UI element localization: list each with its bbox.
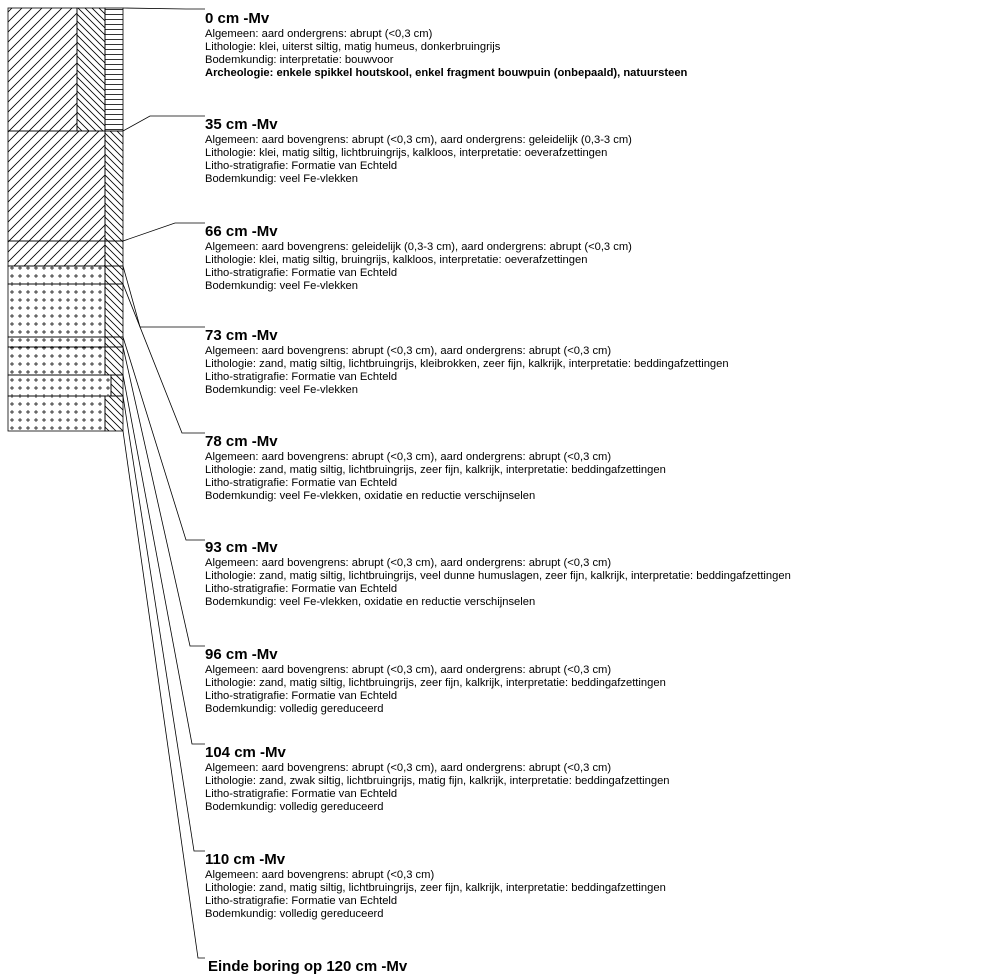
depth-connector-line (123, 223, 205, 241)
silt-pattern-block (105, 241, 123, 266)
layer-entry (205, 10, 995, 80)
layer-description-line: Litho-stratigrafie: Formatie van Echteld (205, 477, 398, 489)
layer-description-line: Lithologie: klei, matig siltig, lichtbruingrijs, kalkloos, interpretatie: oeverafzettingen (205, 147, 608, 159)
layer-description-line: Algemeen: aard bovengrens: abrupt (<0,3 cm), aard ondergrens: abrupt (<0,3 cm) (205, 557, 612, 569)
silt-pattern-block (105, 396, 123, 431)
layer-entry (205, 223, 995, 293)
layer-entry (205, 539, 995, 609)
depth-connector-line (123, 375, 205, 744)
layer-description-line: Bodemkundig: volledig gereduceerd (205, 703, 384, 715)
layer-description-line: Bodemkundig: veel Fe-vlekken (205, 173, 358, 185)
layer-description-line: Algemeen: aard bovengrens: abrupt (<0,3 cm), aard ondergrens: abrupt (<0,3 cm) (205, 762, 612, 774)
humus-pattern-block (105, 8, 123, 131)
layer-description-line: Bodemkundig: volledig gereduceerd (205, 801, 384, 813)
layer-depth-heading: 78 cm -Mv (205, 433, 278, 450)
depth-connector-line (123, 337, 205, 540)
sand-pattern-block (8, 396, 105, 431)
layer-description-line: Litho-stratigrafie: Formatie van Echteld (205, 583, 398, 595)
layer-depth-heading: 104 cm -Mv (205, 744, 286, 761)
silt-pattern-block (105, 347, 123, 375)
layer-depth-heading: 96 cm -Mv (205, 646, 278, 663)
layer-description-line: Bodemkundig: veel Fe-vlekken, oxidatie en reductie verschijnselen (205, 490, 536, 502)
layer-description-line: Litho-stratigrafie: Formatie van Echteld (205, 267, 398, 279)
layer-depth-heading: 66 cm -Mv (205, 223, 278, 240)
sand-pattern-block (8, 337, 105, 347)
layer-entry (205, 851, 995, 921)
layer-entry (205, 116, 995, 186)
layer-description-line: Algemeen: aard bovengrens: abrupt (<0,3 cm) (205, 869, 435, 881)
layer-description-line: Litho-stratigrafie: Formatie van Echteld (205, 895, 398, 907)
layer-description-line: Lithologie: zand, matig siltig, lichtbruingrijs, zeer fijn, kalkrijk, interpretatie: beddingafzettingen (205, 464, 666, 476)
layer-description-line: Algemeen: aard bovengrens: geleidelijk (0,3-3 cm), aard ondergrens: abrupt (<0,3 cm) (205, 241, 632, 253)
silt-pattern-block (105, 284, 123, 337)
sand-pattern-block (8, 347, 105, 375)
layer-description-line: Bodemkundig: volledig gereduceerd (205, 908, 384, 920)
layer-depth-heading: 110 cm -Mv (205, 851, 286, 868)
layer-description-line: Algemeen: aard bovengrens: abrupt (<0,3 cm), aard ondergrens: abrupt (<0,3 cm) (205, 664, 612, 676)
depth-connector-line (123, 8, 205, 9)
layer-description-line: Algemeen: aard ondergrens: abrupt (<0,3 cm) (205, 28, 433, 40)
layer-entry (205, 646, 995, 716)
layer-description-line: Lithologie: zand, matig siltig, lichtbruingrijs, zeer fijn, kalkrijk, interpretatie: beddingafzettingen (205, 882, 666, 894)
depth-connector-line (123, 396, 205, 851)
clay-pattern-block (8, 131, 105, 241)
silt-pattern-block (105, 131, 123, 241)
layer-description-line: Algemeen: aard bovengrens: abrupt (<0,3 cm), aard ondergrens: geleidelijk (0,3-3 cm) (205, 134, 632, 146)
layer-description-line: Lithologie: zand, matig siltig, lichtbruingrijs, veel dunne humuslagen, zeer fijn, kalkrijk, interpretatie: beddingafzettingen (205, 570, 791, 582)
layer-description-line: Litho-stratigrafie: Formatie van Echteld (205, 160, 398, 172)
sand-pattern-block (8, 284, 105, 337)
layer-description-line: Bodemkundig: veel Fe-vlekken (205, 280, 358, 292)
layer-description-line: Algemeen: aard bovengrens: abrupt (<0,3 cm), aard ondergrens: abrupt (<0,3 cm) (205, 451, 612, 463)
layer-description-line: Lithologie: klei, matig siltig, bruingrijs, kalkloos, interpretatie: oeverafzettingen (205, 254, 588, 266)
layer-description-line: Bodemkundig: interpretatie: bouwvoor (205, 54, 394, 66)
lithology-column (8, 8, 123, 431)
layer-description-line: Archeologie: enkele spikkel houtskool, enkel fragment bouwpuin (onbepaald), natuursteen (205, 67, 688, 79)
depth-connector-line (123, 284, 205, 433)
layer-description-line: Lithologie: zand, matig siltig, lichtbruingrijs, zeer fijn, kalkrijk, interpretatie: beddingafzettingen (205, 677, 666, 689)
clay-pattern-block (8, 8, 77, 131)
silt-pattern-block (111, 375, 123, 396)
layer-entry (205, 744, 995, 814)
layer-description-line: Litho-stratigrafie: Formatie van Echteld (205, 788, 398, 800)
end-of-boring-label: Einde boring op 120 cm -Mv (208, 958, 408, 975)
layer-description-line: Lithologie: zand, matig siltig, lichtbruingrijs, kleibrokken, zeer fijn, kalkrijk, interpretatie: beddingafzettingen (205, 358, 729, 370)
silt-pattern-block (105, 266, 123, 284)
depth-connector-line (123, 116, 205, 131)
depth-connector-line (123, 347, 205, 646)
sand-pattern-block (8, 375, 111, 396)
layer-description-line: Litho-stratigrafie: Formatie van Echteld (205, 371, 398, 383)
sand-pattern-block (8, 266, 105, 284)
layer-description-line: Algemeen: aard bovengrens: abrupt (<0,3 cm), aard ondergrens: abrupt (<0,3 cm) (205, 345, 612, 357)
layer-depth-heading: 0 cm -Mv (205, 10, 270, 27)
depth-connector-line (123, 431, 205, 958)
layer-entry (205, 433, 995, 503)
layer-depth-heading: 93 cm -Mv (205, 539, 278, 556)
layer-description-line: Bodemkundig: veel Fe-vlekken, oxidatie en reductie verschijnselen (205, 596, 536, 608)
layer-description-line: Lithologie: zand, zwak siltig, lichtbruingrijs, matig fijn, kalkrijk, interpretatie: beddingafzettingen (205, 775, 670, 787)
clay-pattern-block (8, 241, 105, 266)
layer-description-line: Bodemkundig: veel Fe-vlekken (205, 384, 358, 396)
silt-pattern-block (77, 8, 105, 131)
layer-depth-heading: 35 cm -Mv (205, 116, 278, 133)
layer-entry (205, 327, 995, 397)
silt-pattern-block (105, 337, 123, 347)
layer-description-line: Litho-stratigrafie: Formatie van Echteld (205, 690, 398, 702)
depth-connector-lines (123, 8, 205, 958)
layer-depth-heading: 73 cm -Mv (205, 327, 278, 344)
layer-description-line: Lithologie: klei, uiterst siltig, matig humeus, donkerbruingrijs (205, 41, 501, 53)
depth-connector-line (123, 266, 205, 327)
